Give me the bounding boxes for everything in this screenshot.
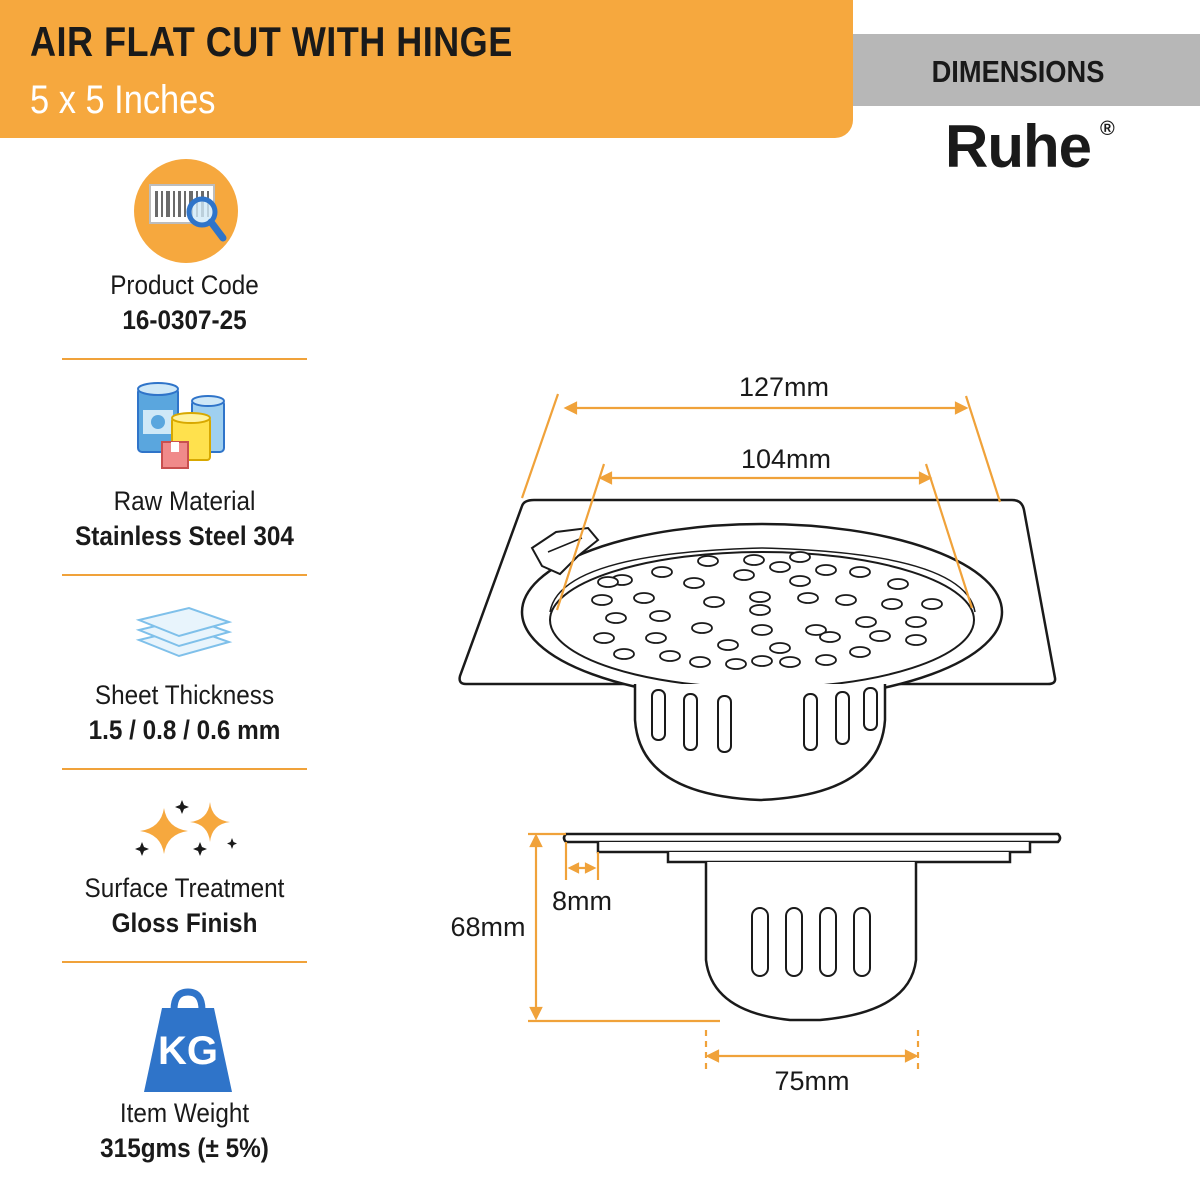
product-title: AIR FLAT CUT WITH HINGE bbox=[30, 18, 513, 65]
dimension-flange-depth: 8mm bbox=[552, 886, 612, 916]
spec-label: Raw Material bbox=[113, 486, 256, 516]
spec-label: Sheet Thickness bbox=[94, 680, 275, 710]
dimensions-label: DIMENSIONS bbox=[931, 54, 1105, 89]
brand-registered-mark: ® bbox=[1100, 118, 1115, 140]
dimension-height: 68mm bbox=[450, 912, 526, 942]
spec-value: Gloss Finish bbox=[111, 908, 258, 938]
spec-label: Item Weight bbox=[119, 1098, 250, 1128]
spec-label: Surface Treatment bbox=[84, 873, 285, 903]
dimension-inner-width: 104mm bbox=[740, 444, 832, 474]
spec-value: Stainless Steel 304 bbox=[75, 521, 294, 551]
dimension-body-width: 75mm bbox=[774, 1066, 850, 1096]
weight-icon-text: KG bbox=[158, 1029, 218, 1073]
spec-value: 1.5 / 0.8 / 0.6 mm bbox=[88, 715, 281, 745]
brand-logo: Ruhe bbox=[945, 113, 1091, 180]
spec-value: 315gms (± 5%) bbox=[100, 1133, 269, 1163]
drain-side-view bbox=[564, 834, 1060, 1020]
spec-label: Product Code bbox=[110, 270, 259, 300]
dimension-outer-width: 127mm bbox=[738, 372, 830, 402]
product-size: 5 x 5 Inches bbox=[30, 78, 216, 122]
spec-value: 16-0307-25 bbox=[122, 305, 247, 335]
